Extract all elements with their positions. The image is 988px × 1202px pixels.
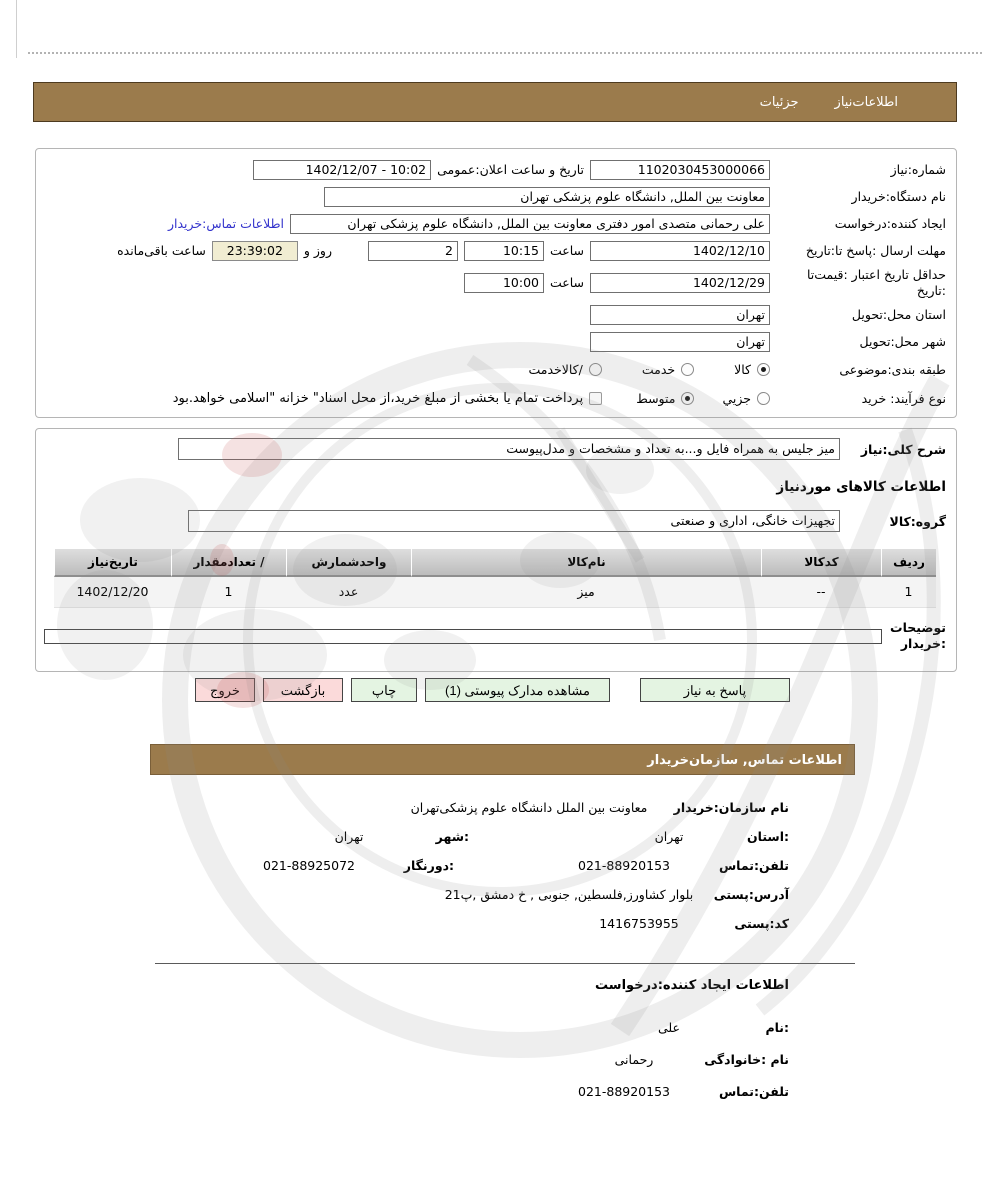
announce-datetime-field[interactable]: 1402/12/07 - 10:02	[253, 160, 431, 180]
org-province-value: تهران	[654, 828, 684, 844]
need-number-row	[44, 156, 946, 183]
top-left-rule	[16, 0, 17, 58]
delivery-city-row	[44, 328, 946, 355]
classification-row	[44, 355, 946, 384]
deadline-time-field[interactable]: 10:15	[464, 241, 544, 261]
request-creator-field[interactable]: علی رحمانی متصدی امور دفتری معاونت بین الملل, دانشگاه علوم پزشکی تهران	[290, 214, 770, 234]
goods-table-header-index: ردیف	[881, 549, 936, 577]
days-remaining-field[interactable]: 2	[368, 241, 458, 261]
buyer-notes-row	[44, 620, 946, 653]
org-address-label: آدرس:پستی	[713, 886, 789, 902]
creator-info-rows	[150, 1017, 789, 1101]
creator-name-value: علی	[657, 1019, 680, 1035]
org-postal-label: کد:پستی	[734, 915, 789, 931]
need-description-field[interactable]: میز جلیس به همراه فایل و...به تعداد و مشخصات و مدل‌پیوست	[178, 438, 840, 460]
creator-phone-value: 021-88920153	[578, 1083, 670, 1099]
goods-row-name: میز	[411, 577, 761, 608]
goods-group-row	[44, 509, 946, 533]
address-row	[150, 884, 789, 904]
radio-medium[interactable]	[681, 392, 694, 405]
dotted-separator	[28, 52, 982, 54]
validity-hour-label: ساعت	[549, 275, 584, 290]
back-button[interactable]: بازگشت	[263, 678, 343, 702]
view-attachments-button[interactable]: مشاهده مدارک پیوستی (1)	[425, 678, 610, 702]
radio-goods[interactable]	[757, 363, 770, 376]
creator-family-label: نام :خانوادگی	[704, 1051, 789, 1067]
delivery-province-row	[44, 301, 946, 328]
org-fax-value: 021-88925072	[263, 857, 355, 873]
province-city-row	[150, 826, 789, 846]
buyer-notes-label	[888, 620, 946, 653]
response-deadline-row	[44, 237, 946, 264]
goods-row-index: 1	[881, 577, 936, 608]
delivery-city-field[interactable]: تهران	[590, 332, 770, 352]
goods-row-unit: عدد	[286, 577, 411, 608]
creator-name-row	[150, 1017, 789, 1037]
buyer-org-field[interactable]: معاونت بین الملل, دانشگاه علوم پزشکی تهران	[324, 187, 770, 207]
org-city-label: :شهر	[435, 828, 469, 844]
creator-info-header: اطلاعات ایجاد کننده:درخواست	[595, 978, 789, 993]
radio-partial[interactable]	[757, 392, 770, 405]
buyer-notes-label-line1: توضیحات	[890, 620, 946, 635]
request-creator-label: ایجاد کننده:درخواست	[834, 215, 946, 231]
price-validity-row	[44, 264, 946, 301]
creator-phone-row	[150, 1081, 789, 1101]
respond-button[interactable]: پاسخ به نیاز	[640, 678, 790, 702]
goods-table-header-date: تاریخ‌نیاز	[54, 549, 171, 577]
creator-family-row	[150, 1049, 789, 1069]
org-contact-header: اطلاعات تماس, سازمان‌خریدار	[150, 744, 855, 775]
goods-group-label: گروه:کالا	[889, 513, 946, 529]
goods-table-header-qty: / تعدادمقدار	[171, 549, 286, 577]
goods-table-header-code: کدکالا	[761, 549, 881, 577]
treasury-payment-label: پرداخت تمام یا بخشی از مبلغ خرید،از محل اسناد" خزانه "اسلامی خواهد.بود	[172, 391, 584, 406]
tab-details[interactable]: جزئیات	[759, 94, 799, 110]
radio-goods-service[interactable]	[589, 363, 602, 376]
radio-goods-label: کالا	[734, 362, 751, 377]
deadline-hour-label: ساعت	[549, 243, 584, 258]
org-fax-label: :دورنگار	[403, 857, 454, 873]
buyer-org-row	[44, 183, 946, 210]
deadline-date-field[interactable]: 1402/12/10	[590, 241, 770, 261]
buyer-contact-link[interactable]: اطلاعات تماس:خریدار	[167, 216, 284, 231]
need-description-row	[44, 437, 946, 461]
delivery-city-label: شهر محل:تحویل	[859, 333, 946, 349]
org-address-value: بلوار کشاورز,فلسطین, جنوبی , خ دمشق ,پ21	[444, 886, 694, 902]
org-name-value: معاونت بین الملل دانشگاه علوم پزشکی‌تهران	[410, 799, 648, 815]
section-divider	[155, 963, 855, 964]
org-city-value: تهران	[334, 828, 364, 844]
goods-table-header-name: نام‌کالا	[411, 549, 761, 577]
buyer-notes-label-line2: :خریدار	[900, 636, 946, 652]
org-name-label: نام سازمان:خریدار	[673, 799, 789, 815]
goods-info-heading: اطلاعات کالاهای موردنیاز	[776, 479, 946, 495]
need-number-field[interactable]: 1102030453000066	[590, 160, 770, 180]
goods-table	[56, 549, 936, 608]
org-name-row	[150, 797, 789, 817]
countdown-timer: 23:39:02	[212, 241, 298, 261]
postal-code-row	[150, 913, 789, 933]
price-validity-label-line1: حداقل تاریخ اعتبار :قیمت‌تا	[806, 266, 946, 282]
validity-time-field[interactable]: 10:00	[464, 273, 544, 293]
days-suffix-label: روز و	[303, 243, 332, 258]
tab-need-info[interactable]: اطلاعات‌نیاز	[834, 94, 898, 110]
need-description-label: شرح کلی:نیاز	[860, 441, 946, 457]
print-button[interactable]: چاپ	[351, 678, 417, 702]
goods-row-qty: 1	[171, 577, 286, 608]
delivery-province-label: استان محل:تحویل	[851, 306, 946, 322]
goods-table-header-unit: واحدشمارش	[286, 549, 411, 577]
response-deadline-label: مهلت ارسال :پاسخ تا:تاریخ	[805, 242, 946, 258]
org-phone-label: تلفن:تماس	[718, 857, 789, 873]
goods-panel	[35, 428, 957, 672]
process-type-row	[44, 384, 946, 413]
price-validity-label	[776, 267, 946, 298]
phone-fax-row	[150, 855, 789, 875]
radio-partial-label: جزیي	[722, 391, 751, 406]
creator-family-value: رحمانی	[614, 1051, 654, 1067]
org-contact-section	[150, 744, 855, 942]
action-button-row	[0, 678, 988, 702]
radio-service[interactable]	[681, 363, 694, 376]
org-phone-value: 021-88920153	[578, 857, 670, 873]
org-contact-rows	[150, 797, 789, 933]
radio-goods-service-label: /کالاخدمت	[528, 362, 583, 377]
creator-name-label: :نام	[765, 1019, 789, 1035]
process-type-label: نوع فرآیند: خرید	[861, 390, 946, 406]
radio-service-label: خدمت	[641, 362, 676, 377]
buyer-notes-field[interactable]	[44, 629, 882, 644]
exit-button[interactable]: خروج	[195, 678, 255, 702]
treasury-payment-checkbox[interactable]	[589, 392, 602, 405]
delivery-province-field[interactable]: تهران	[590, 305, 770, 325]
radio-medium-label: متوسط	[636, 391, 676, 406]
goods-row-code: --	[761, 577, 881, 608]
creator-phone-label: تلفن:تماس	[718, 1083, 789, 1099]
price-validity-label-line2: :تاریخ	[916, 282, 946, 298]
request-creator-row	[44, 210, 946, 237]
need-summary-panel	[35, 148, 957, 418]
goods-group-field[interactable]: تجهیزات خانگی، اداری و صنعتی	[188, 510, 840, 532]
countdown-suffix-label: ساعت باقی‌مانده	[117, 243, 206, 258]
goods-row-date: 1402/12/20	[54, 577, 171, 608]
validity-date-field[interactable]: 1402/12/29	[590, 273, 770, 293]
need-number-label: شماره:نیاز	[890, 161, 946, 177]
buyer-org-label: نام دستگاه:خریدار	[851, 188, 946, 204]
creator-info-section	[150, 963, 855, 1110]
classification-label: طبقه بندی:موضوعی	[839, 361, 946, 377]
org-postal-value: 1416753955	[599, 915, 679, 931]
announce-label: تاریخ و ساعت اعلان:عمومی	[437, 162, 584, 177]
tab-bar	[33, 82, 957, 122]
org-province-label: :استان	[746, 828, 789, 844]
